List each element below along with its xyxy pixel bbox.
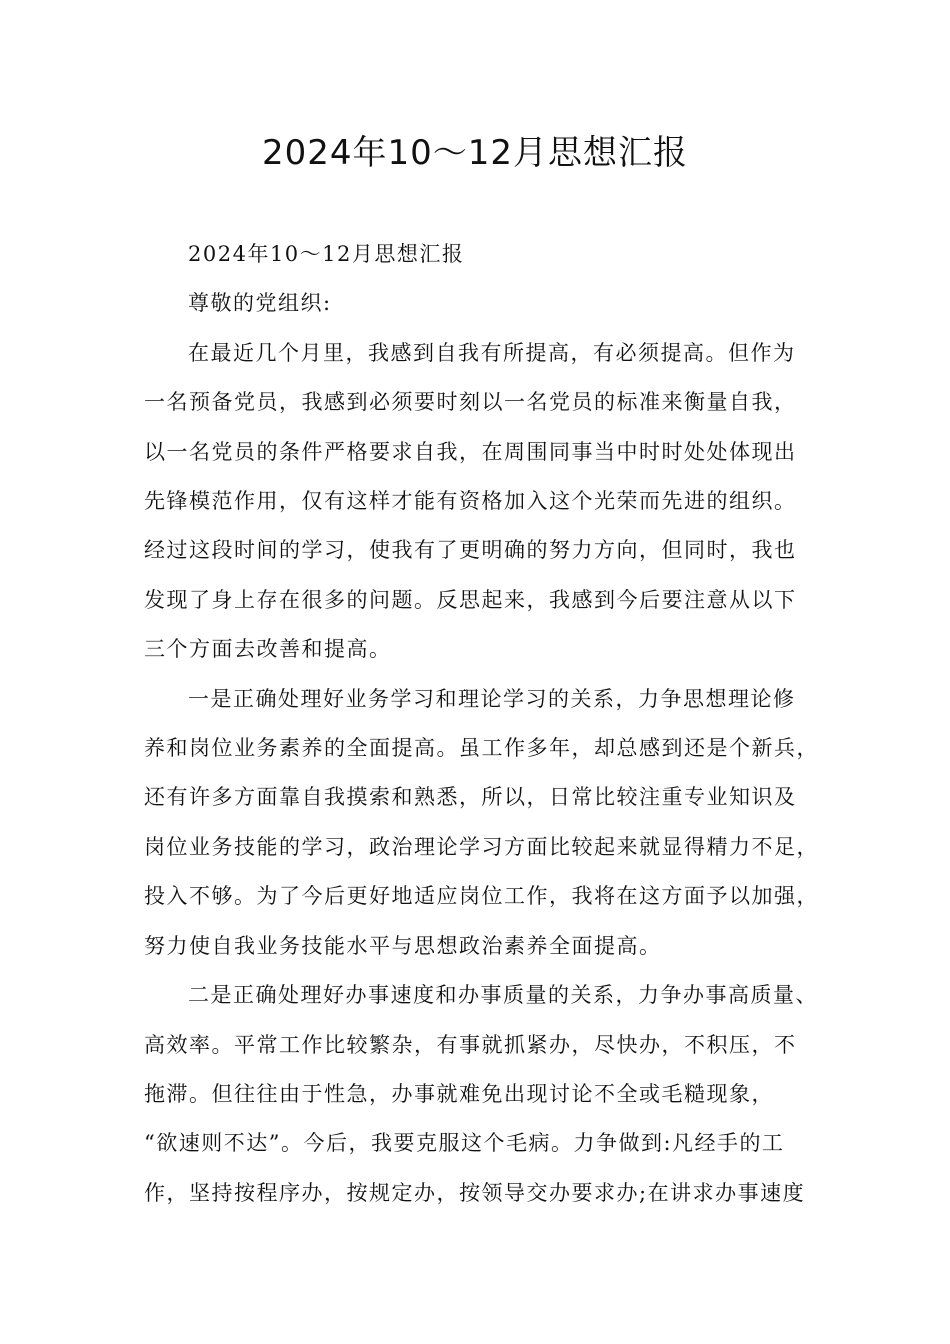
paragraph-1 bbox=[144, 329, 812, 675]
document-title: 2024年10～12月思想汇报 bbox=[261, 133, 689, 173]
text-line: “欲速则不达”。今后，我要克服这个毛病。力争做到:凡经手的工 bbox=[144, 1131, 785, 1156]
text-line: 以一名党员的条件严格要求自我，在周围同事当中时时处处体现出 bbox=[144, 439, 797, 464]
text-line: 二是正确处理好办事速度和办事质量的关系，力争办事高质量、 bbox=[188, 983, 818, 1008]
text-line: 拖滞。但往往由于性急，办事就难免出现讨论不全或毛糙现象， bbox=[144, 1081, 774, 1106]
text-line: 2024年10～12月思想汇报 bbox=[188, 242, 465, 266]
paragraph-3 bbox=[144, 971, 818, 1218]
subtitle-line bbox=[144, 230, 812, 279]
text-line: 一名预备党员，我感到必须要时刻以一名党员的标准来衡量自我， bbox=[144, 390, 797, 415]
text-line: 努力使自我业务技能水平与思想政治素养全面提高。 bbox=[144, 933, 662, 958]
salutation bbox=[144, 279, 812, 328]
text-line: 先锋模范作用，仅有这样才能有资格加入这个光荣而先进的组织。 bbox=[144, 489, 797, 514]
text-line: 作，坚持按程序办，按规定办，按领导交办要求办;在讲求办事速度 bbox=[144, 1180, 806, 1205]
text-line: 养和岗位业务素养的全面提高。虽工作多年，却总感到还是个新兵， bbox=[144, 736, 819, 761]
text-line: 三个方面去改善和提高。 bbox=[144, 637, 392, 662]
text-line: 尊敬的党组织: bbox=[188, 291, 332, 316]
paragraph-2 bbox=[144, 675, 819, 971]
text-line: 投入不够。为了今后更好地适应岗位工作，我将在这方面予以加强， bbox=[144, 884, 819, 909]
text-line: 经过这段时间的学习，使我有了更明确的努力方向，但同时，我也 bbox=[144, 538, 797, 563]
text-line: 发现了身上存在很多的问题。反思起来，我感到今后要注意从以下 bbox=[144, 587, 797, 612]
text-line: 高效率。平常工作比较繁杂，有事就抓紧办，尽快办，不积压，不 bbox=[144, 1032, 797, 1057]
text-line: 在最近几个月里，我感到自我有所提高，有必须提高。但作为 bbox=[188, 340, 796, 365]
text-line: 一是正确处理好业务学习和理论学习的关系，力争思想理论修 bbox=[188, 686, 796, 711]
text-line: 还有许多方面靠自我摸索和熟悉，所以，日常比较注重专业知识及 bbox=[144, 785, 797, 810]
text-line: 岗位业务技能的学习，政治理论学习方面比较起来就显得精力不足， bbox=[144, 834, 819, 859]
document-body bbox=[144, 230, 819, 1218]
